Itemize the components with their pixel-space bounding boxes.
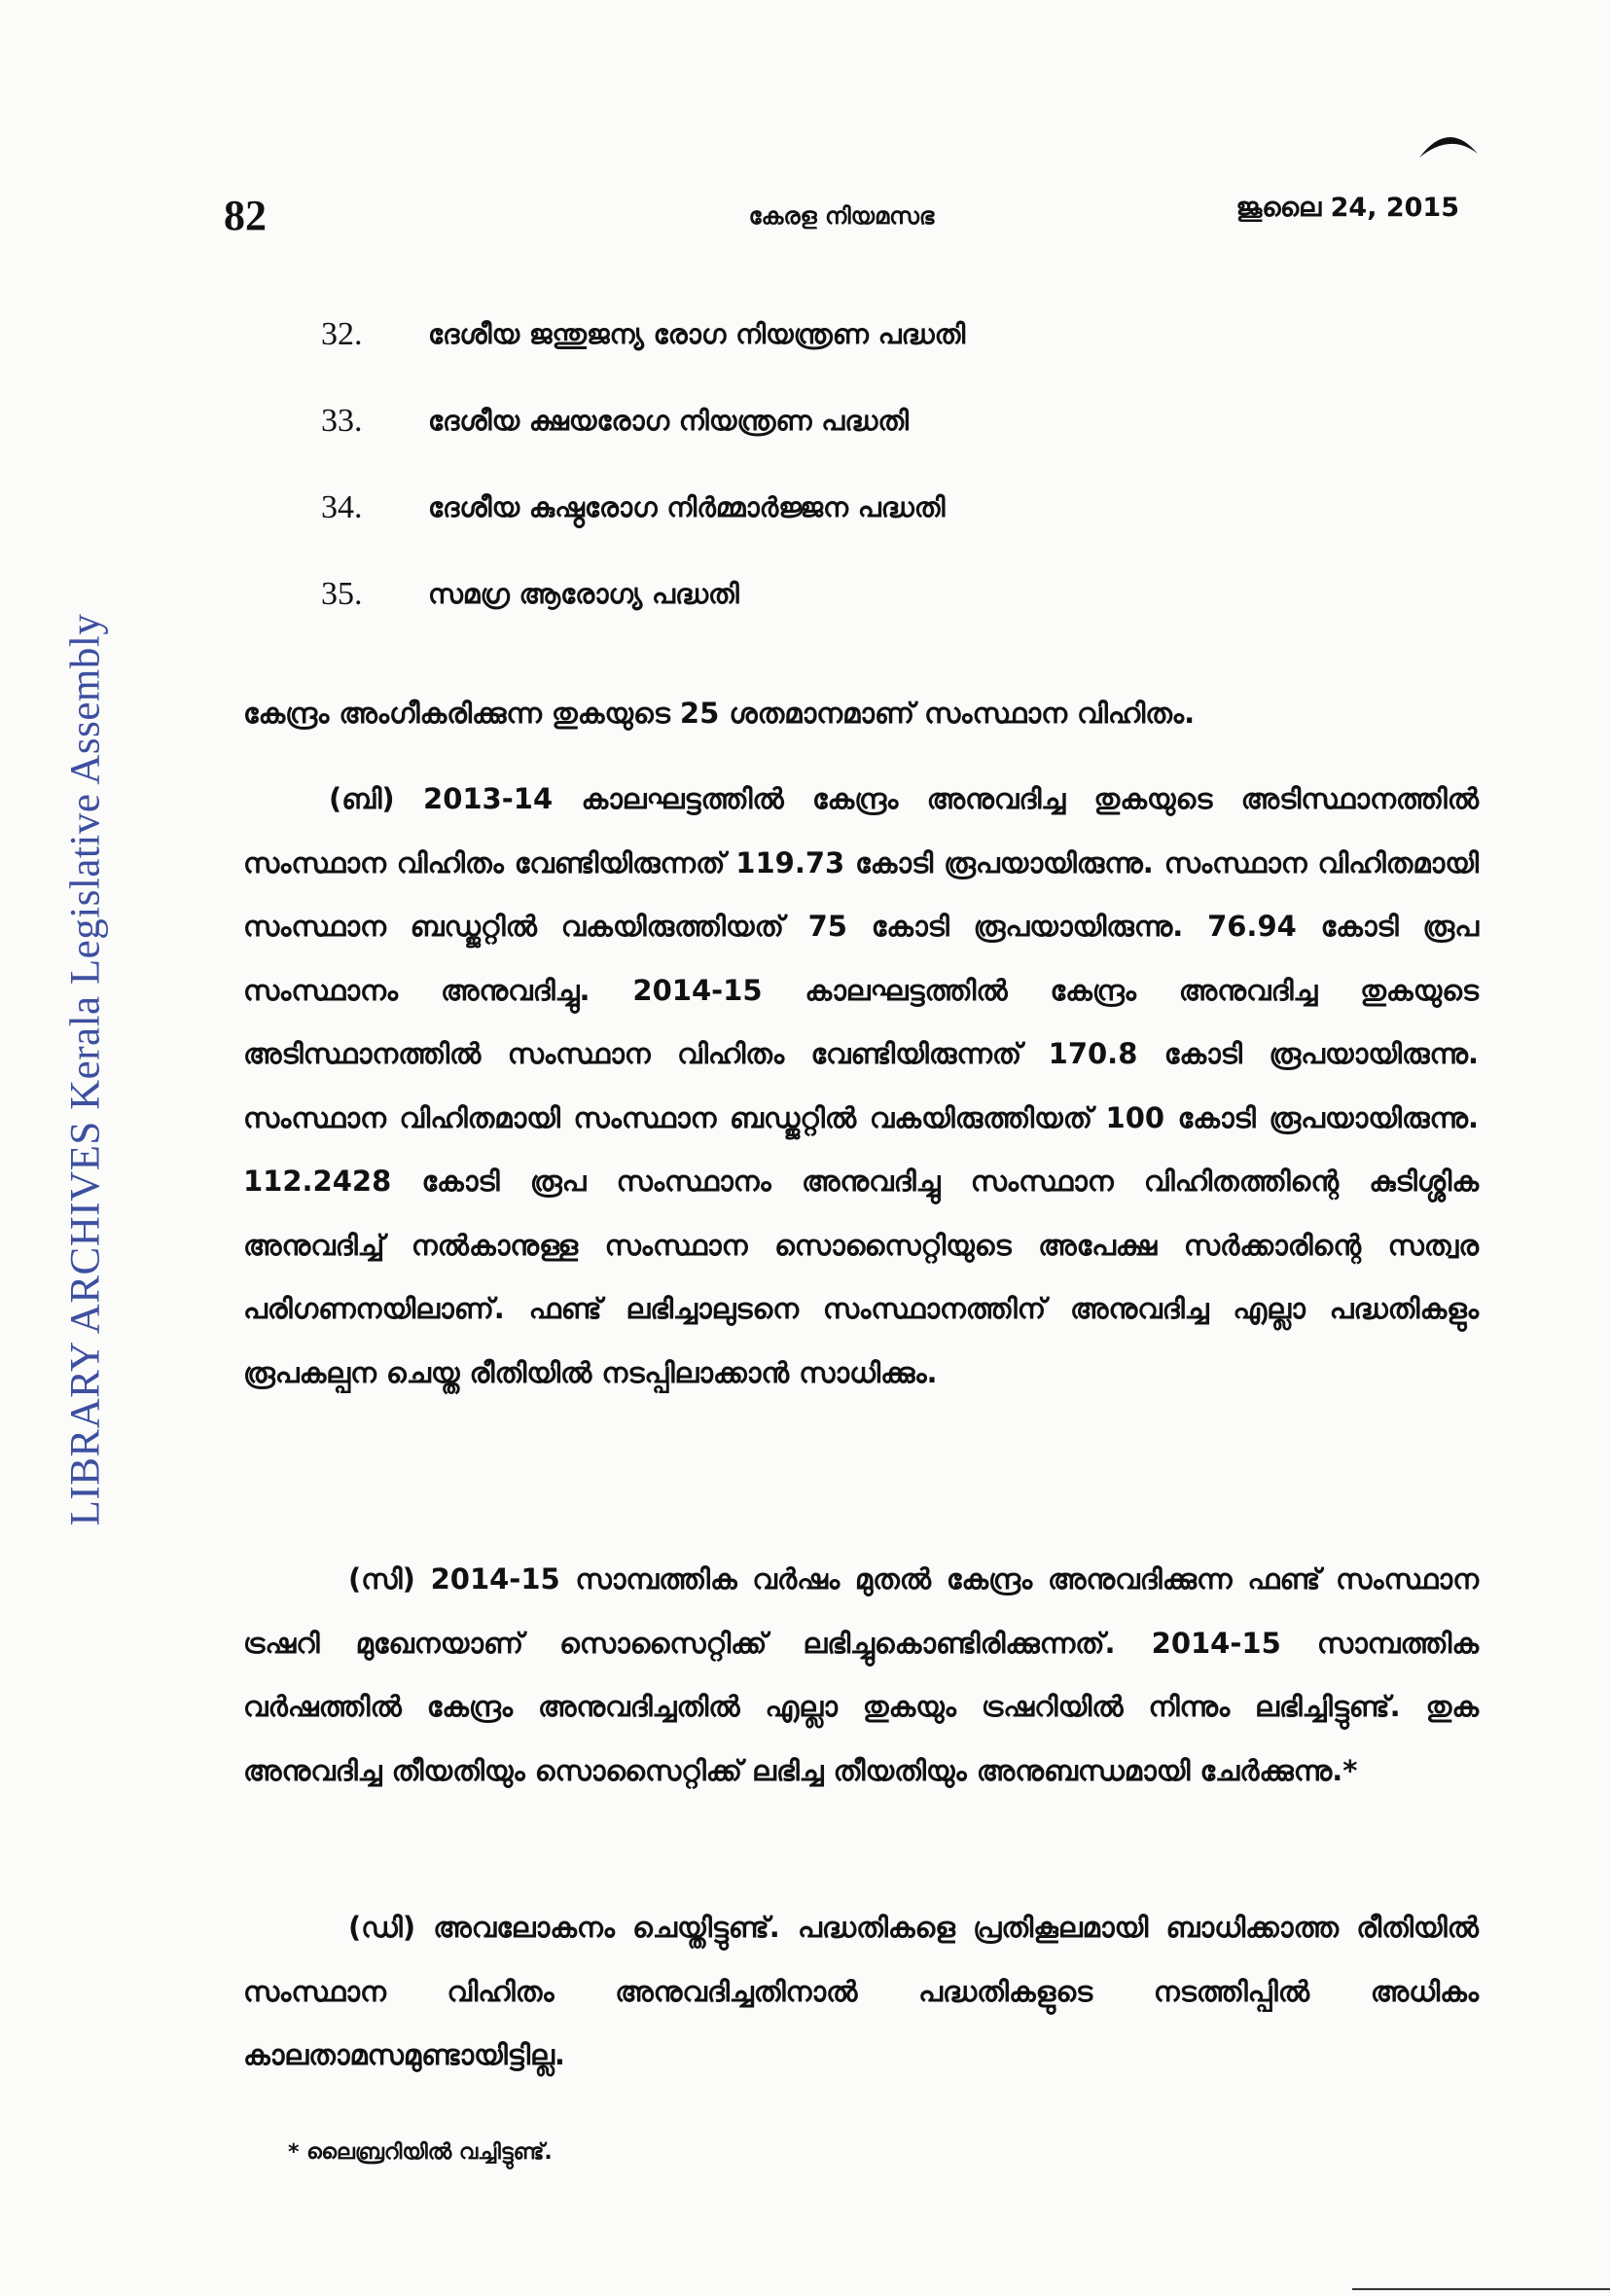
list-item-number: 35.: [321, 576, 363, 612]
list-item-text: ദേശീയ ജന്തുജന്യ രോഗ നിയന്ത്രണ പദ്ധതി: [428, 318, 966, 350]
list-item-text: സമഗ്ര ആരോഗ്യ പദ്ധതി: [428, 578, 739, 610]
paragraph-b: (ബി) 2013-14 കാലഘട്ടത്തിൽ കേന്ദ്രം അനുവദിച്ച തുകയുടെ അടിസ്ഥാനത്തിൽ സംസ്ഥാന വിഹിതം വേണ്ടിയിരുന്നത് 119.73 കോടി രൂപയായിരുന്നു. സംസ്ഥാന വിഹിതമായി സംസ്ഥാന ബഡ്ജറ്റിൽ വകയിരുത്തിയത് 75 കോടി രൂപയായിരുന്നു. 76.94 കോടി രൂപ സംസ്ഥാനം അനുവദിച്ചു. 2014-15 കാലഘട്ടത്തിൽ കേന്ദ്രം അനുവദിച്ച തുകയുടെ അടിസ്ഥാനത്തിൽ സംസ്ഥാന വിഹിതം വേണ്ടിയിരുന്നത് 170.8 കോടി രൂപയായിരുന്നു. സംസ്ഥാന വിഹിതമായി സംസ്ഥാന ബഡ്ജറ്റിൽ വകയിരുത്തിയത് 100 കോടി രൂപയായിരുന്നു. 112.2428 കോടി രൂപ സംസ്ഥാനം അനുവദിച്ചു സംസ്ഥാന വിഹിതത്തിന്റെ കുടിശ്ശിക അനുവദിച്ച് നൽകാനുള്ള സംസ്ഥാന സൊസൈറ്റിയുടെ അപേക്ഷ സർക്കാരിന്റെ സത്വര പരിഗണനയിലാണ്. ഫണ്ട് ലഭിച്ചാലുടനെ സംസ്ഥാനത്തിന് അനുവദിച്ച എല്ലാ പദ്ധതികളും രൂപകല്പന ചെയ്ത രീതിയിൽ നടപ്പിലാക്കാൻ സാധിക്കും.: [243, 782, 1479, 1389]
list-item: [321, 403, 1391, 489]
list-item: [321, 576, 1391, 663]
header-date: ജൂലൈ 24, 2015: [1235, 193, 1459, 223]
footnote: * ലൈബ്രറിയിൽ വച്ചിട്ടുണ്ട്.: [288, 2140, 553, 2165]
scheme-list: [321, 316, 1391, 663]
archive-watermark: LIBRARY ARCHIVES Kerala Legislative Assembly: [62, 613, 109, 1526]
list-item-text: ദേശീയ ക്ഷയരോഗ നിയന്ത്രണ പദ്ധതി: [428, 405, 909, 437]
paragraph-c: (സി) 2014-15 സാമ്പത്തിക വർഷം മുതൽ കേന്ദ്രം അനുവദിക്കുന്ന ഫണ്ട് സംസ്ഥാന ട്രഷറി മുഖേനയാണ് സൊസൈറ്റിക്ക് ലഭിച്ചുകൊണ്ടിരിക്കുന്നത്. 2014-15 സാമ്പത്തിക വർഷത്തിൽ കേന്ദ്രം അനുവദിച്ചതിൽ എല്ലാ തുകയും ട്രഷറിയിൽ നിന്നും ലഭിച്ചിട്ടുണ്ട്. തുക അനുവദിച്ച തീയതിയും സൊസൈറ്റിക്ക് ലഭിച്ച തീയതിയും അനുബന്ധമായി ചേർക്കുന്നു.*: [243, 1562, 1479, 1787]
paragraph-state-share: കേന്ദ്രം അംഗീകരിക്കുന്ന തുകയുടെ 25 ശതമാനമാണ് സംസ്ഥാന വിഹിതം.: [243, 697, 1196, 730]
list-item-number: 34.: [321, 489, 363, 525]
paragraph-d: (ഡി) അവലോകനം ചെയ്തിട്ടുണ്ട്. പദ്ധതികളെ പ്രതികൂലമായി ബാധിക്കാത്ത രീതിയിൽ സംസ്ഥാന വിഹിതം അനുവദിച്ചതിനാൽ പദ്ധതികളുടെ നടത്തിപ്പിൽ അധികം കാലതാമസമുണ്ടായിട്ടില്ല.: [243, 1911, 1479, 2071]
bottom-divider: [1352, 2288, 1610, 2290]
list-item-text: ദേശീയ കുഷ്ഠരോഗ നിർമ്മാർജ്ജന പദ്ധതി: [428, 491, 946, 523]
list-item: [321, 489, 1391, 576]
corner-mark-icon: [1415, 125, 1484, 163]
page-header: [224, 191, 1459, 239]
list-item: [321, 316, 1391, 403]
page-number: 82: [224, 192, 267, 239]
running-head: കേരള നിയമസഭ: [748, 202, 935, 230]
list-item-number: 32.: [321, 316, 363, 352]
list-item-number: 33.: [321, 403, 363, 439]
